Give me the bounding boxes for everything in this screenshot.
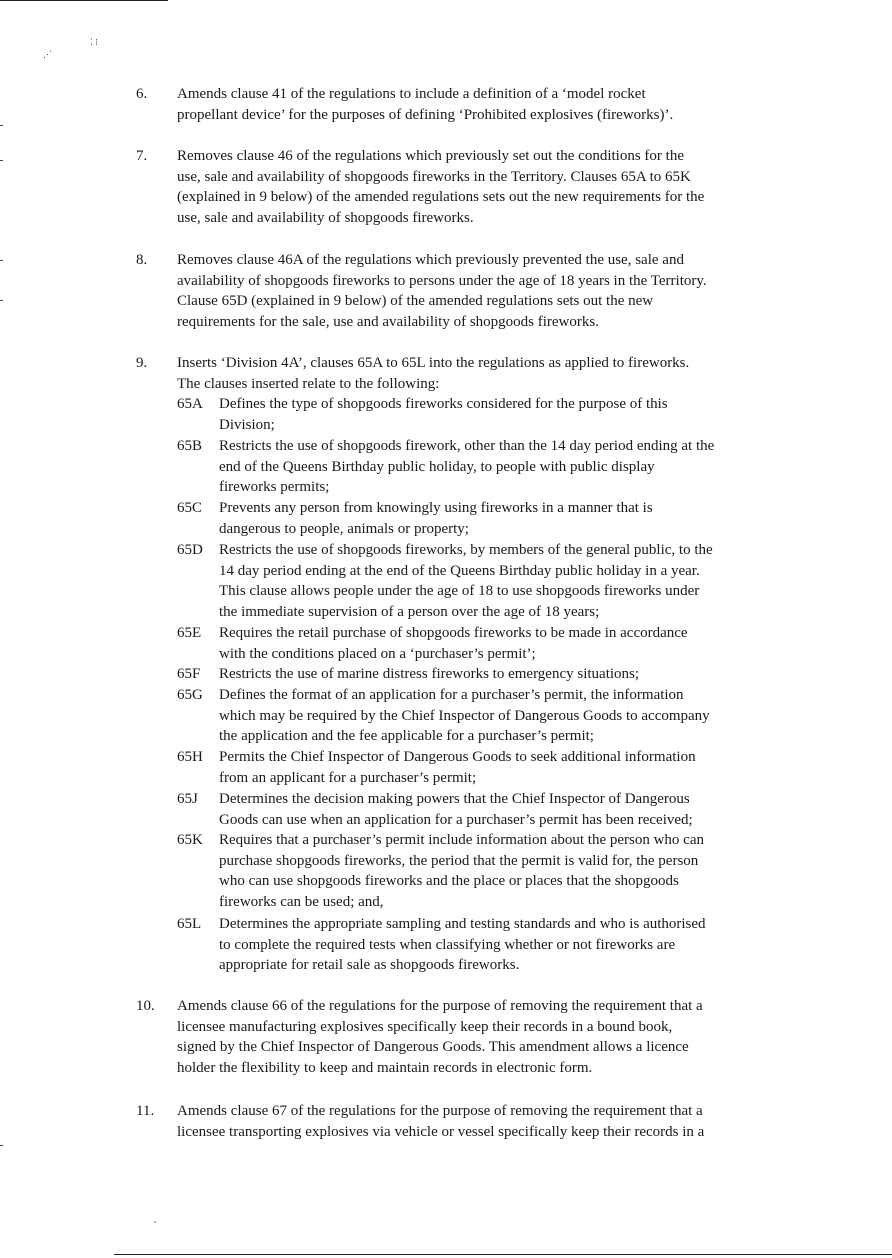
bottom-rule <box>114 1254 892 1255</box>
text-line: from an applicant for a purchaser’s permit; <box>219 769 477 786</box>
clause-number: 7. <box>136 148 148 164</box>
text-line: 14 day period ending at the end of the Queens Birthday public holiday in a year. <box>219 562 700 579</box>
clause-number: 8. <box>136 252 148 268</box>
text-line: use, sale and availability of shopgoods fireworks in the Territory. Clauses 65A to 65K <box>177 168 691 185</box>
subclause-code: 65G <box>177 687 203 703</box>
clause-text <box>177 1101 822 1142</box>
text-line: fireworks permits; <box>219 479 330 496</box>
clause-number: 11. <box>136 1103 155 1119</box>
subclause-text <box>219 685 819 747</box>
text-line: Prevents any person from knowingly using fireworks in a manner that is <box>219 500 653 516</box>
text-line: Goods can use when an application for a purchaser’s permit has been received; <box>219 811 693 828</box>
text-line: licensee manufacturing explosives specifically keep their records in a bound book, <box>177 1018 673 1035</box>
text-line: The clauses inserted relate to the following: <box>177 375 440 392</box>
clause-number: 6. <box>136 86 148 102</box>
text-line: Defines the type of shopgoods fireworks considered for the purpose of this <box>219 396 668 412</box>
text-line: Removes clause 46 of the regulations which previously set out the conditions for the <box>177 148 684 164</box>
subclause-text <box>219 394 819 435</box>
subclause-code: 65K <box>177 832 203 848</box>
text-line: appropriate for retail sale as shopgoods fireworks. <box>219 957 520 974</box>
clause-number: 10. <box>136 998 155 1014</box>
subclause-code: 65B <box>177 438 203 454</box>
subclause-text <box>219 914 819 976</box>
text-line: fireworks can be used; and, <box>219 894 384 911</box>
text-line: purchase shopgoods fireworks, the period that the permit is valid for, the person <box>219 852 699 869</box>
text-line: to complete the required tests when classifying whether or not fireworks are <box>219 936 676 953</box>
text-line: Inserts ‘Division 4A’, clauses 65A to 65L into the regulations as applied to fireworks. <box>177 355 690 371</box>
text-line: Defines the format of an application for a purchaser’s permit, the information <box>219 687 684 703</box>
text-line: propellant device’ for the purposes of defining ‘Prohibited explosives (fireworks)’. <box>177 106 674 123</box>
text-line: with the conditions placed on a ‘purchaser’s permit’; <box>219 645 536 662</box>
clause-text <box>177 996 822 1079</box>
subclause-text <box>219 747 819 788</box>
subclause-code: 65C <box>177 500 203 516</box>
subclause-text <box>219 623 819 664</box>
text-line: Amends clause 67 of the regulations for the purpose of removing the requirement that a <box>177 1103 703 1119</box>
scan-edge-marks <box>0 0 4 1258</box>
subclause-text <box>219 664 819 685</box>
clause-text <box>177 250 822 333</box>
text-line: holder the flexibility to keep and maintain records in electronic form. <box>177 1060 593 1077</box>
text-line: Determines the appropriate sampling and testing standards and who is authorised <box>219 916 706 932</box>
clause-text <box>177 84 822 125</box>
text-line: Requires that a purchaser’s permit include information about the person who can <box>219 832 704 848</box>
text-line: Division; <box>219 416 275 433</box>
text-line: Removes clause 46A of the regulations which previously prevented the use, sale and <box>177 252 684 268</box>
text-line: Restricts the use of shopgoods fireworks, by members of the general public, to the <box>219 542 713 558</box>
scan-speck: ⁚ ⁝ <box>90 37 98 47</box>
scan-speck: ⋰ <box>43 49 52 59</box>
subclause-code: 65J <box>177 791 198 807</box>
text-line: This clause allows people under the age of 18 to use shopgoods fireworks under <box>219 583 700 600</box>
subclause-code: 65H <box>177 749 203 765</box>
clause-text <box>177 353 822 394</box>
subclause-text <box>219 830 819 913</box>
text-line: the immediate supervision of a person over the age of 18 years; <box>219 604 600 621</box>
clause-text <box>177 146 822 229</box>
subclause-code: 65L <box>177 916 202 932</box>
text-line: signed by the Chief Inspector of Dangerous Goods. This amendment allows a licence <box>177 1039 689 1056</box>
text-line: the application and the fee applicable for a purchaser’s permit; <box>219 728 594 745</box>
text-line: (explained in 9 below) of the amended regulations sets out the new requirements for the <box>177 189 705 206</box>
subclause-code: 65F <box>177 666 201 682</box>
text-line: Determines the decision making powers that the Chief Inspector of Dangerous <box>219 791 690 807</box>
text-line: Amends clause 66 of the regulations for the purpose of removing the requirement that a <box>177 998 703 1014</box>
subclause-text <box>219 789 819 830</box>
text-line: Permits the Chief Inspector of Dangerous Goods to seek additional information <box>219 749 696 765</box>
subclause-text <box>219 498 819 539</box>
scan-speck: ˛ <box>154 1213 157 1223</box>
subclause-code: 65E <box>177 625 202 641</box>
text-line: use, sale and availability of shopgoods fireworks. <box>177 210 474 227</box>
clause-number: 9. <box>136 355 148 371</box>
text-line: which may be required by the Chief Inspector of Dangerous Goods to accompany <box>219 707 710 724</box>
text-line: Amends clause 41 of the regulations to include a definition of a ‘model rocket <box>177 86 646 102</box>
top-rule <box>0 0 168 1</box>
text-line: Requires the retail purchase of shopgoods fireworks to be made in accordance <box>219 625 688 641</box>
subclause-text <box>219 436 819 498</box>
text-line: who can use shopgoods fireworks and the place or places that the shopgoods <box>219 873 679 890</box>
subclause-text <box>219 540 819 623</box>
text-line: dangerous to people, animals or property; <box>219 520 469 537</box>
text-line: end of the Queens Birthday public holiday, to people with public display <box>219 458 655 475</box>
text-line: Clause 65D (explained in 9 below) of the amended regulations sets out the new <box>177 293 654 310</box>
text-line: requirements for the sale, use and availability of shopgoods fireworks. <box>177 314 599 331</box>
text-line: licensee transporting explosives via vehicle or vessel specifically keep their records in a <box>177 1123 705 1140</box>
subclause-code: 65D <box>177 542 203 558</box>
text-line: availability of shopgoods fireworks to persons under the age of 18 years in the Territory. <box>177 272 707 289</box>
text-line: Restricts the use of marine distress fireworks to emergency situations; <box>219 666 640 682</box>
text-line: Restricts the use of shopgoods firework, other than the 14 day period ending at the <box>219 438 715 454</box>
subclause-code: 65A <box>177 396 203 412</box>
